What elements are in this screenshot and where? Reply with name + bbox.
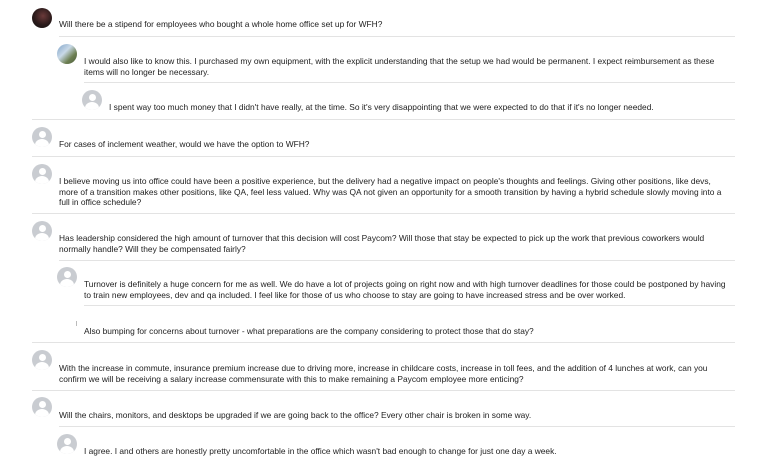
- divider: [32, 156, 735, 157]
- avatar[interactable]: [82, 90, 102, 110]
- avatar[interactable]: [32, 8, 52, 28]
- avatar-head: [89, 94, 96, 101]
- comment-text: Also bumping for concerns about turnover - what preparations are the company considering to protect those that do stay?: [84, 326, 534, 336]
- broken-avatar-icon: [76, 321, 77, 326]
- avatar-body: [35, 362, 49, 370]
- avatar-body: [85, 102, 99, 110]
- comment-text: I agree. I and others are honestly pretty uncomfortable in the office which wasn't bad enough to change for just one day a week.: [84, 446, 557, 456]
- divider: [59, 426, 735, 427]
- avatar-head: [39, 401, 46, 408]
- comment-text: I spent way too much money that I didn't have really, at the time. So it's very disappointing that we were expected to do that if it's no longer needed.: [109, 102, 654, 112]
- avatar[interactable]: [32, 397, 52, 417]
- divider: [59, 36, 735, 37]
- avatar[interactable]: [57, 267, 77, 287]
- comment-text: Will there be a stipend for employees who bought a whole home office set up for WFH?: [59, 19, 383, 29]
- divider: [32, 119, 735, 120]
- avatar-body: [35, 409, 49, 417]
- avatar-body: [60, 279, 74, 287]
- comment-text: Will the chairs, monitors, and desktops be upgraded if we are going back to the office? Every other chair is broken in some way.: [59, 410, 532, 420]
- divider: [32, 390, 735, 391]
- comment-text: I would also like to know this. I purchased my own equipment, with the explicit understanding that the setup we had would be permanent. I expect reimbursement as these items will no longer be necessary.: [84, 56, 715, 77]
- avatar-head: [39, 168, 46, 175]
- comment-text: For cases of inclement weather, would we have the option to WFH?: [59, 139, 310, 149]
- divider: [84, 305, 735, 306]
- divider: [32, 342, 735, 343]
- avatar[interactable]: [32, 350, 52, 370]
- avatar-head: [64, 438, 71, 445]
- avatar[interactable]: [57, 44, 77, 64]
- avatar-head: [39, 225, 46, 232]
- avatar-body: [35, 176, 49, 184]
- avatar[interactable]: [32, 164, 52, 184]
- comment-text: Has leadership considered the high amount of turnover that this decision will cost Paycom? Will those that stay be expected to pick up the work that previous coworkers would normally handle? Will they be compensated fairly?: [59, 233, 705, 254]
- divider: [59, 260, 735, 261]
- avatar-body: [60, 446, 74, 454]
- divider: [84, 82, 735, 83]
- avatar[interactable]: [57, 434, 77, 454]
- avatar-body: [35, 233, 49, 241]
- avatar[interactable]: [32, 127, 52, 147]
- avatar[interactable]: [32, 221, 52, 241]
- avatar-head: [39, 354, 46, 361]
- comment-text: Turnover is definitely a huge concern for me as well. We do have a lot of projects going on right now and with high turnover deadlines for those could be postponed by having to train new employees, dev and qa included. I feel like for those of us who choose to stay are going to have increased stress and be over worked.: [84, 279, 726, 300]
- avatar-body: [35, 139, 49, 147]
- avatar-head: [64, 271, 71, 278]
- comment-text: I believe moving us into office could have been a positive experience, but the delivery had a negative impact on people's thoughts and feelings. Giving other positions, like devs, more of a transition makes other positions, like QA, feel less valued. Why was QA not given an opportunity for a smooth transition by having a hybrid schedule slowly moving into a full in office schedule?: [59, 176, 722, 208]
- comment-text: With the increase in commute, insurance premium increase due to driving more, increase in childcare costs, increase in toll fees, and the addition of 4 lunches at work, can you confirm we will be receiving a salary increase commensurate with this to make remaining a Paycom employee more enticing?: [59, 363, 708, 384]
- divider: [32, 213, 735, 214]
- avatar-head: [39, 131, 46, 138]
